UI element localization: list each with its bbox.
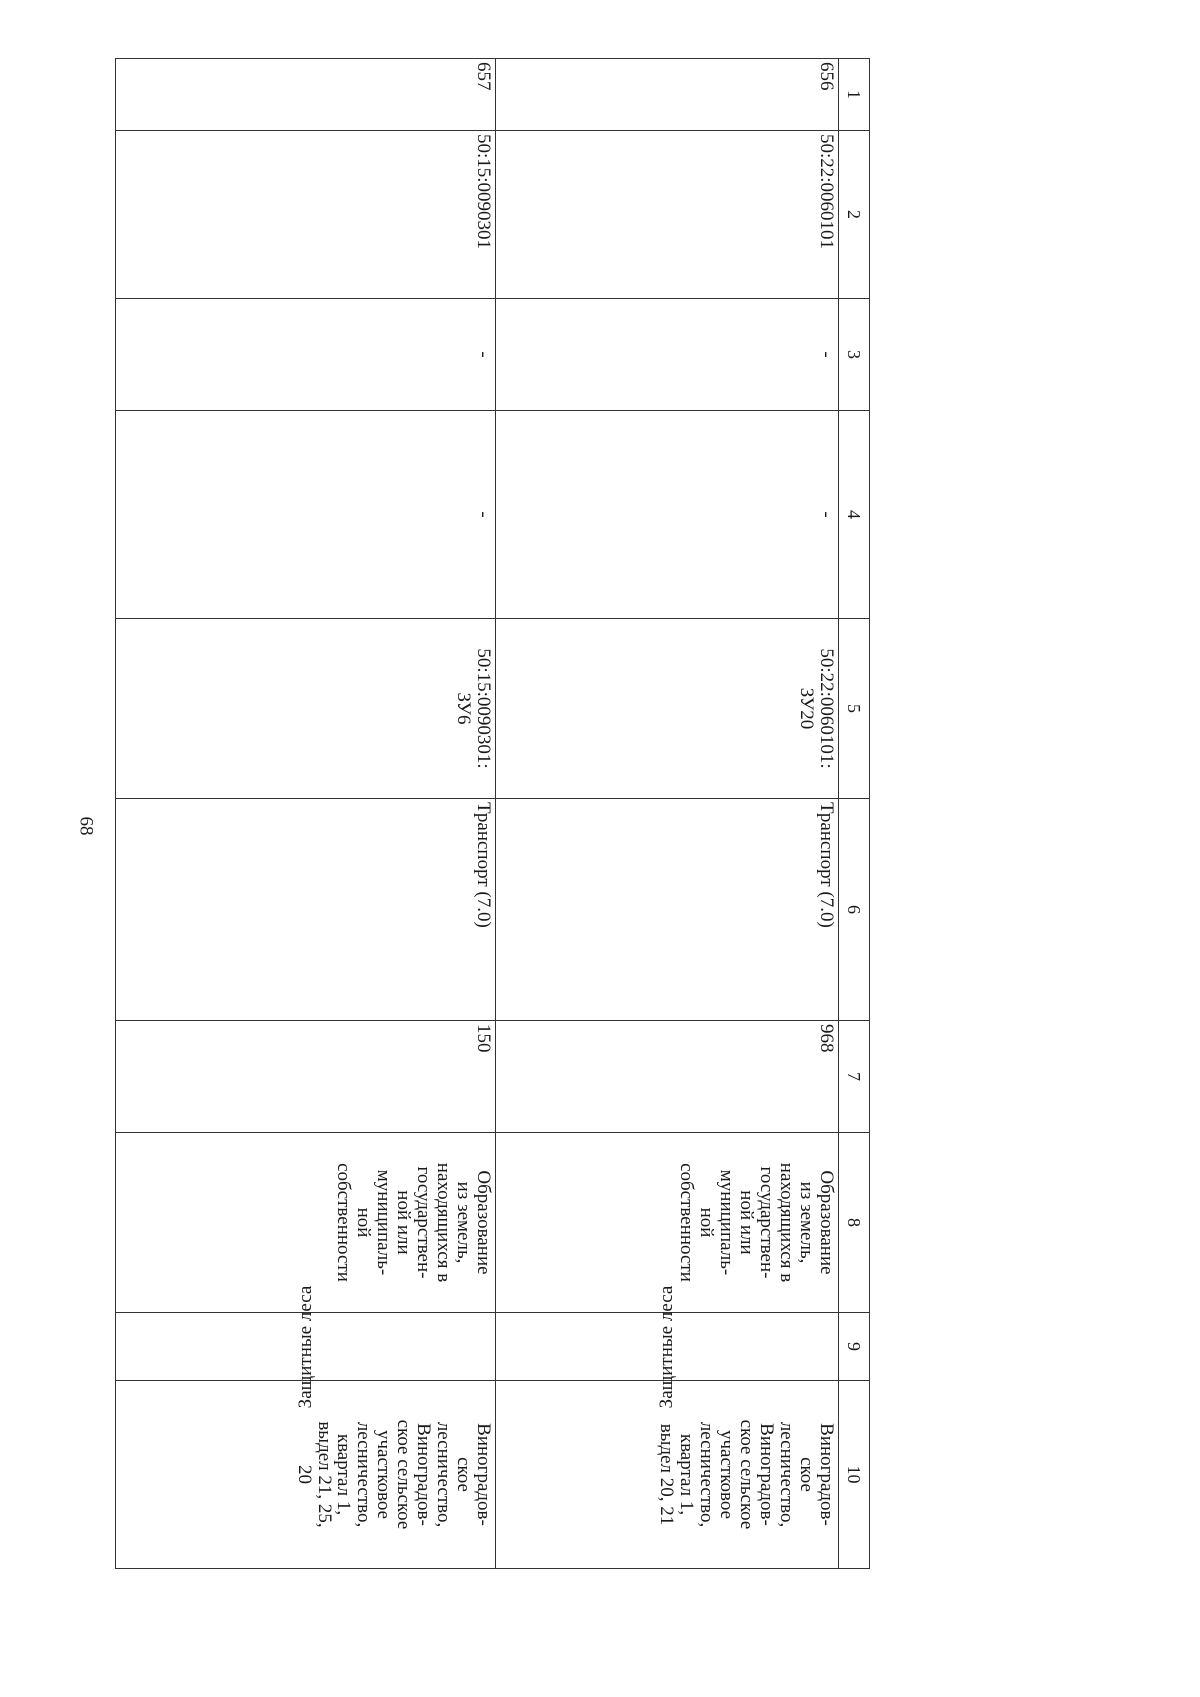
usage-type-cell: Транспорт (7.0): [116, 799, 496, 1021]
area-cell: 968: [496, 1021, 839, 1133]
area-cell: 150: [116, 1021, 496, 1133]
cadastral-quarter-cell: 50:22:0060101: [496, 131, 839, 299]
column-header: 9: [839, 1313, 870, 1381]
cadastral-quarter-cell: 50:15:0090301: [116, 131, 496, 299]
cell-col4: -: [116, 411, 496, 619]
forest-category-cell: [116, 1285, 496, 1408]
forest-category-text: Защитные леса: [294, 1285, 316, 1408]
column-header: 1: [839, 59, 870, 131]
cell-col3: -: [116, 299, 496, 411]
forest-category-cell: [496, 1285, 839, 1408]
usage-type-cell: Транспорт (7.0): [496, 799, 839, 1021]
formation-method-cell: Образование из земель, находящихся в государствен- ной или муниципаль- ной собственности: [496, 1133, 839, 1313]
column-header: 10: [839, 1381, 870, 1569]
rotated-table-frame: [115, 58, 870, 1568]
table-row: [116, 59, 496, 1569]
forestry-location-cell: Виноградов- ское лесничество, Виноградов- ское сельское участковое лесничество, квартал 1, выдел 20, 21: [496, 1381, 839, 1569]
column-header: 6: [839, 799, 870, 1021]
table-container: [115, 58, 870, 1568]
cell-col3: -: [496, 299, 839, 411]
row-number-cell: 657: [116, 59, 496, 131]
table-row: [496, 59, 839, 1569]
header-row: [839, 59, 870, 1569]
formation-method-cell: Образование из земель, находящихся в государствен- ной или муниципаль- ной собственности: [116, 1133, 496, 1313]
column-header: 8: [839, 1133, 870, 1313]
forestry-location-cell: Виноградов- ское лесничество, Виноградов- ское сельское участковое лесничество, квартал 1, выдел 21, 25, 20: [116, 1381, 496, 1569]
land-plot-table: [115, 58, 870, 1569]
cell-col4: -: [496, 411, 839, 619]
column-header: 2: [839, 131, 870, 299]
column-header: 3: [839, 299, 870, 411]
row-number-cell: 656: [496, 59, 839, 131]
plot-id-cell: 50:15:0090301: ЗУ6: [116, 619, 496, 799]
column-header: 7: [839, 1021, 870, 1133]
column-header: 5: [839, 619, 870, 799]
plot-id-cell: 50:22:0060101: ЗУ20: [496, 619, 839, 799]
column-header: 4: [839, 411, 870, 619]
page-number: 68: [75, 816, 97, 836]
forest-category-text: Защитные леса: [656, 1285, 678, 1408]
